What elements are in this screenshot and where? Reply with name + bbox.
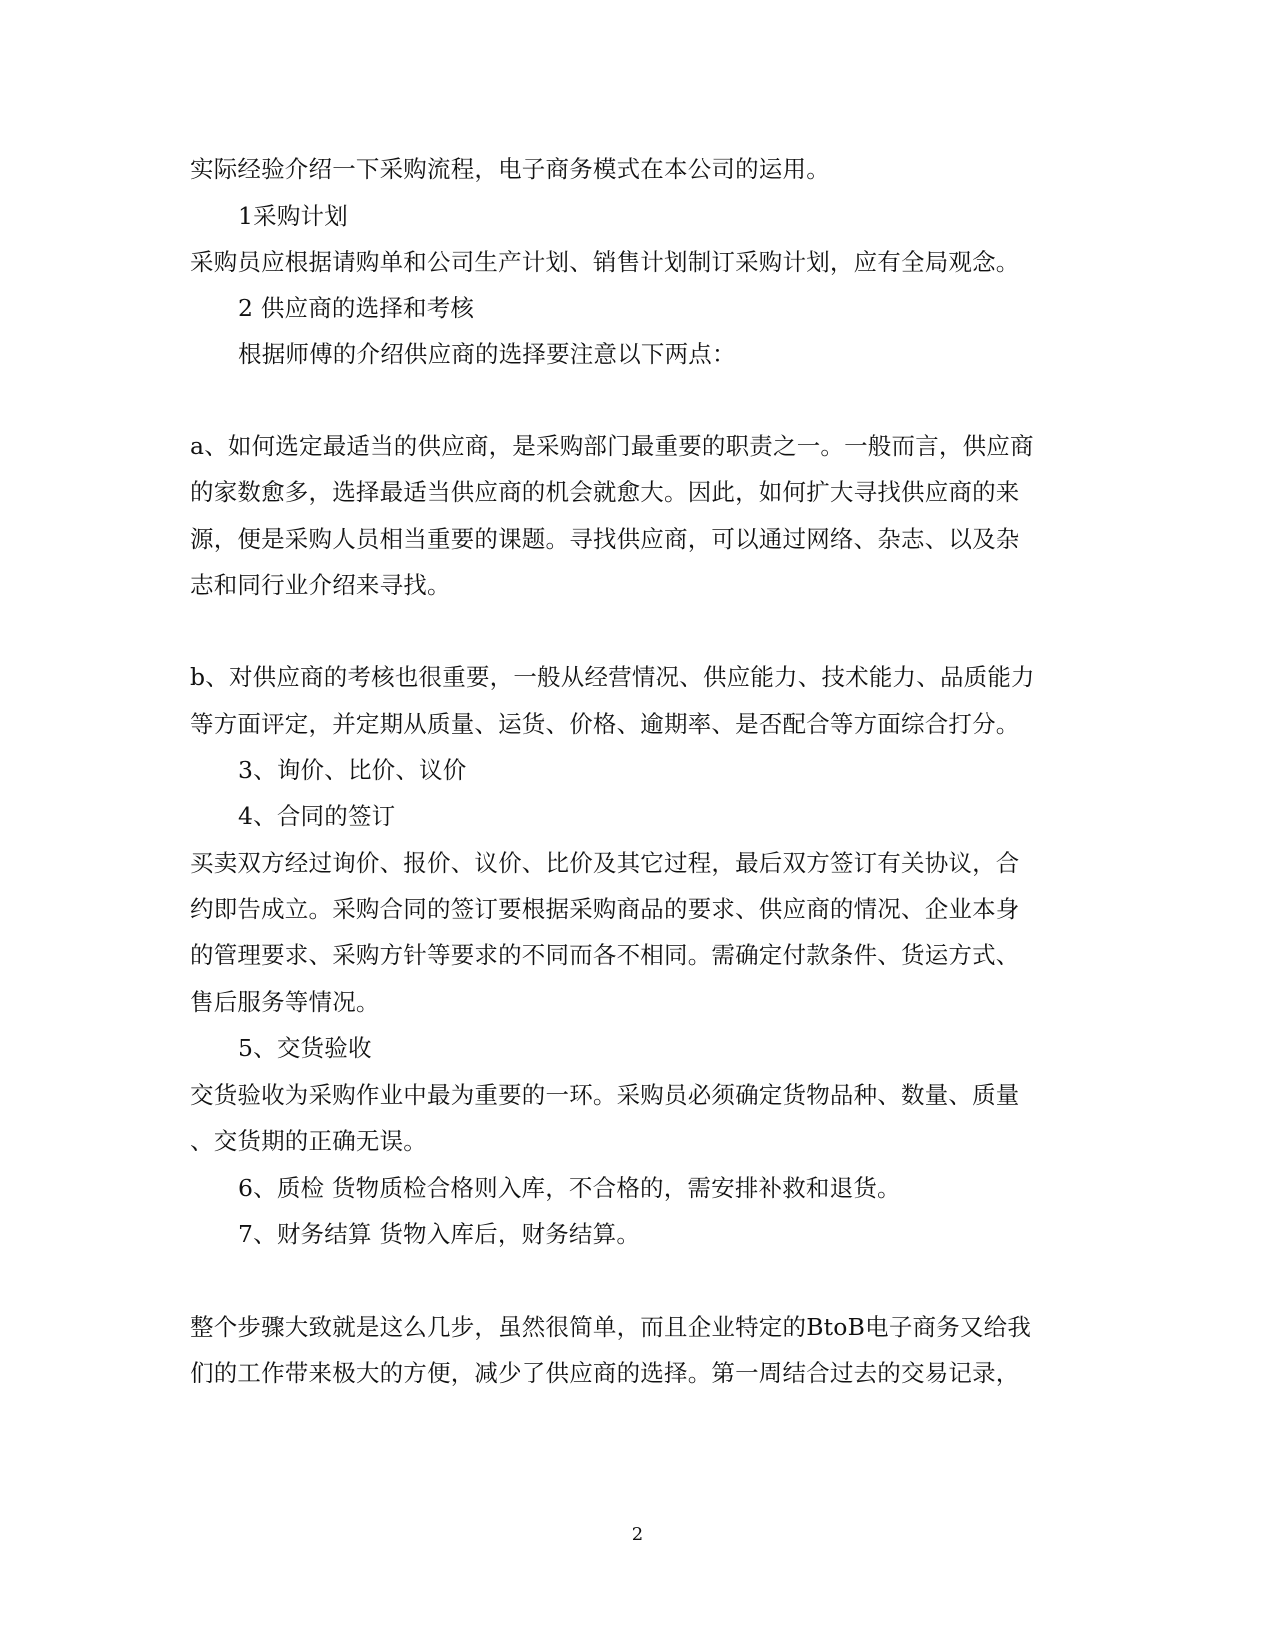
section-heading: 5、交货验收: [238, 1034, 372, 1062]
text-line: 们的工作带来极大的方便，减少了供应商的选择。第一周结合过去的交易记录，: [190, 1359, 1020, 1387]
text-line: 志和同行业介绍来寻找。: [190, 571, 451, 599]
section-heading: 1采购计划: [238, 202, 348, 230]
text-line: 买卖双方经过询价、报价、议价、比价及其它过程，最后双方签订有关协议，合: [190, 849, 1020, 877]
section-heading: 4、合同的签订: [238, 802, 396, 830]
text-line: 等方面评定，并定期从质量、运货、价格、逾期率、是否配合等方面综合打分。: [190, 710, 1020, 738]
text-line: 整个步骤大致就是这么几步，虽然很简单，而且企业特定的BtoB电子商务又给我: [190, 1313, 1032, 1341]
section-heading: 2 供应商的选择和考核: [238, 294, 475, 322]
section-heading: 7、财务结算 货物入库后，财务结算。: [238, 1220, 641, 1248]
text-line: 实际经验介绍一下采购流程，电子商务模式在本公司的运用。: [190, 155, 830, 183]
section-heading: 3、询价、比价、议价: [238, 756, 467, 784]
text-line: 、交货期的正确无误。: [190, 1127, 427, 1155]
text-line: 采购员应根据请购单和公司生产计划、销售计划制订采购计划，应有全局观念。: [190, 248, 1020, 276]
page-number: 2: [631, 1524, 644, 1545]
text-line: 的管理要求、采购方针等要求的不同而各不相同。需确定付款条件、货运方式、: [190, 941, 1020, 969]
text-line: 源，便是采购人员相当重要的课题。寻找供应商，可以通过网络、杂志、以及杂: [190, 525, 1020, 553]
text-line: a、如何选定最适当的供应商，是采购部门最重要的职责之一。一般而言，供应商: [190, 432, 1034, 460]
text-line: 交货验收为采购作业中最为重要的一环。采购员必须确定货物品种、数量、质量: [190, 1081, 1020, 1109]
text-line: b、对供应商的考核也很重要，一般从经营情况、供应能力、技术能力、品质能力: [190, 663, 1035, 691]
text-line: 售后服务等情况。: [190, 988, 380, 1016]
text-line: 的家数愈多，选择最适当供应商的机会就愈大。因此，如何扩大寻找供应商的来: [190, 478, 1020, 506]
section-heading: 6、质检 货物质检合格则入库，不合格的，需安排补救和退货。: [238, 1174, 901, 1202]
text-line: 根据师傅的介绍供应商的选择要注意以下两点：: [238, 340, 736, 368]
text-line: 约即告成立。采购合同的签订要根据采购商品的要求、供应商的情况、企业本身: [190, 895, 1020, 923]
